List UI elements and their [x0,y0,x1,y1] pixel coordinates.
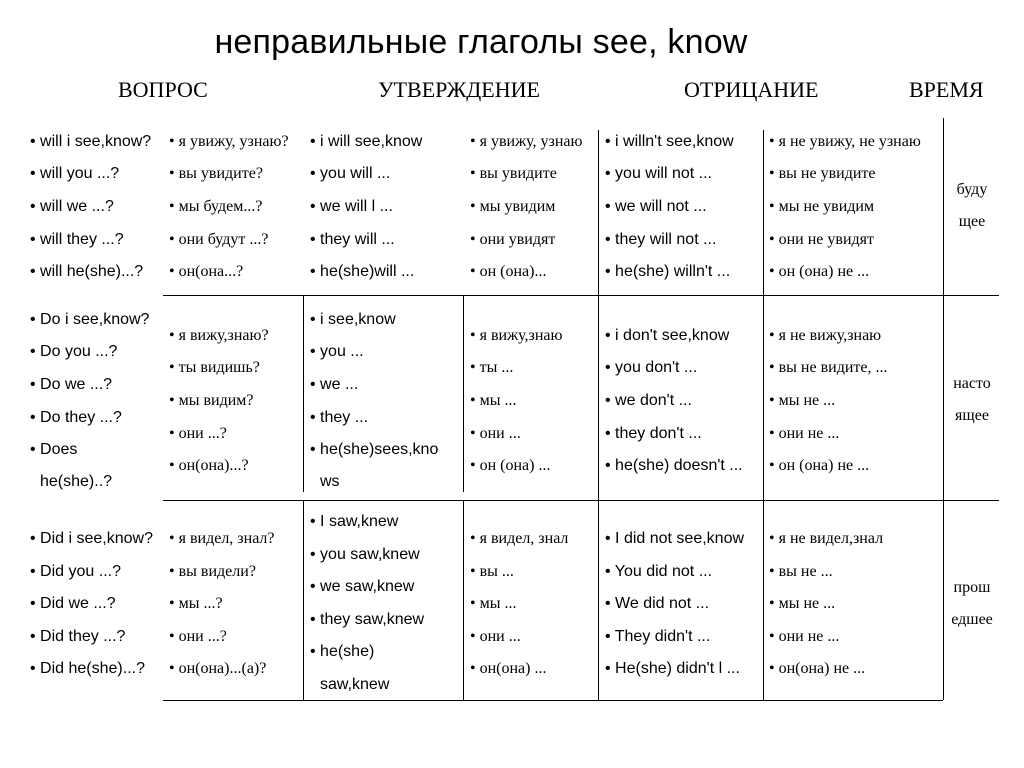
past-n-en-item: • They didn't ... [605,628,711,645]
past-n-en-item: • I did not see,know [605,530,745,547]
header-tense: ВРЕМЯ [909,77,984,102]
present-n-ru-item: • он (она) не ... [769,457,870,474]
present-n-ru-item: • я не вижу,знаю [769,327,882,344]
present-q-en-item: • Do they ...? [30,409,122,426]
future-s-ru-item: • вы увидите [470,165,557,182]
header-question: ВОПРОС [118,77,208,102]
past-q-en-item: • Did they ...? [30,628,126,645]
future-s-ru-item: • они увидят [470,231,556,248]
future-s-ru-item: • мы увидим [470,198,556,215]
future-q-en-item: • will they ...? [30,231,124,248]
present-q-en-item: • Does [30,441,78,458]
past-s-ru-item: • я видел, знал [470,530,569,547]
past-s-en-item: saw,knew [320,676,390,693]
past-s-ru-item: • мы ... [470,595,517,612]
past-n-ru-item: • он(она) не ... [769,660,866,677]
present-s-ru-item: • они ... [470,425,521,442]
future-n-en-item: • you will not ... [605,165,712,182]
future-n-ru-item: • вы не увидите [769,165,876,182]
past-q-ru-item: • мы ...? [169,595,223,612]
tense-past: прош едшее [951,579,993,628]
future-s-en-item: • we will l ... [310,198,393,215]
present-s-en-item: • you ... [310,343,364,360]
present-n-ru-item: • они не ... [769,425,840,442]
past-s-en-item: • they saw,knew [310,611,425,628]
present-n-en-item: • they don't ... [605,425,702,442]
page-title: неправильные глаголы see, know [214,23,748,61]
future-s-en-item: • i will see,know [310,133,423,150]
present-n-en-item: • i don't see,know [605,327,730,344]
future-n-en-item: • he(she) willn't ... [605,263,731,280]
future-q-en-item: • will we ...? [30,198,114,215]
present-s-en-item: • i see,know [310,311,396,328]
future-q-ru-item: • я увижу, узнаю? [169,133,289,150]
past-s-en-item: • we saw,knew [310,578,415,595]
past-s-ru-item: • он(она) ... [470,660,547,677]
past-q-en-item: • Did i see,know? [30,530,153,547]
past-n-ru-item: • вы не ... [769,563,833,580]
past-q-en-item: • Did he(she)...? [30,660,145,677]
past-s-ru-item: • вы ... [470,563,514,580]
present-s-en-item: ws [320,473,340,490]
past-q-ru-item: • вы видели? [169,563,256,580]
future-n-en-item: • they will not ... [605,231,717,248]
future-s-ru-item: • он (она)... [470,263,547,280]
tense-present: насто ящее [953,375,991,424]
future-q-en-item: • will you ...? [30,165,120,182]
past-n-en-item: • We did not ... [605,595,710,612]
past-n-ru-item: • мы не ... [769,595,836,612]
past-q-ru-item: • они ...? [169,628,227,645]
future-s-en-item: • you will ... [310,165,391,182]
future-q-ru-item: • он(она...? [169,263,244,280]
future-q-ru-item: • вы увидите? [169,165,263,182]
present-n-en-item: • we don't ... [605,392,692,409]
future-s-en-item: • they will ... [310,231,395,248]
present-s-ru-item: • он (она) ... [470,457,551,474]
past-q-ru-item: • он(она)...(а)? [169,660,267,677]
future-q-en-item: • will i see,know? [30,133,152,150]
header-negation: ОТРИЦАНИЕ [684,77,819,102]
present-q-en-item: • Do you ...? [30,343,118,360]
present-n-en-item: • you don't ... [605,359,698,376]
present-n-en-item: • he(she) doesn't ... [605,457,743,474]
future-n-ru-item: • он (она) не ... [769,263,870,280]
present-q-ru-item: • он(она)...? [169,457,249,474]
header-statement: УТВЕРЖДЕНИЕ [378,77,540,102]
present-s-en-item: • he(she)sees,kno [310,441,439,458]
past-s-en-item: • you saw,knew [310,546,420,563]
future-s-en-item: • he(she)will ... [310,263,415,280]
past-n-en-item: • You did not ... [605,563,713,580]
past-n-ru-item: • я не видел,знал [769,530,884,547]
future-s-ru-item: • я увижу, узнаю [470,133,583,150]
past-q-en-item: • Did you ...? [30,563,121,580]
present-q-en-item: • Do i see,know? [30,311,150,328]
past-q-ru-item: • я видел, знал? [169,530,275,547]
present-q-ru-item: • ты видишь? [169,359,260,376]
future-q-en-item: • will he(she)...? [30,263,144,280]
future-n-en-item: • i willn't see,know [605,133,734,150]
present-q-ru-item: • я вижу,знаю? [169,327,269,344]
present-q-ru-item: • мы видим? [169,392,254,409]
future-n-ru-item: • я не увижу, не узнаю [769,133,921,150]
future-n-ru-item: • мы не увидим [769,198,875,215]
past-n-ru-item: • они не ... [769,628,840,645]
present-n-ru-item: • вы не видите, ... [769,359,888,376]
past-s-en-item: • he(she) [310,643,375,660]
present-q-en-item: he(she)..? [40,473,113,490]
past-s-en-item: • I saw,knew [310,513,399,530]
future-q-ru-item: • они будут ...? [169,231,269,248]
present-s-ru-item: • мы ... [470,392,517,409]
past-q-en-item: • Did we ...? [30,595,116,612]
present-s-en-item: • we ... [310,376,359,393]
future-q-ru-item: • мы будем...? [169,198,263,215]
tense-future: буду щее [956,181,988,230]
past-n-en-item: • He(she) didn't l ... [605,660,740,677]
past-s-ru-item: • они ... [470,628,521,645]
future-n-ru-item: • они не увидят [769,231,874,248]
future-n-en-item: • we will not ... [605,198,707,215]
present-s-en-item: • they ... [310,409,369,426]
present-s-ru-item: • я вижу,знаю [470,327,563,344]
present-s-ru-item: • ты ... [470,359,514,376]
present-q-en-item: • Do we ...? [30,376,113,393]
present-q-ru-item: • они ...? [169,425,227,442]
present-n-ru-item: • мы не ... [769,392,836,409]
